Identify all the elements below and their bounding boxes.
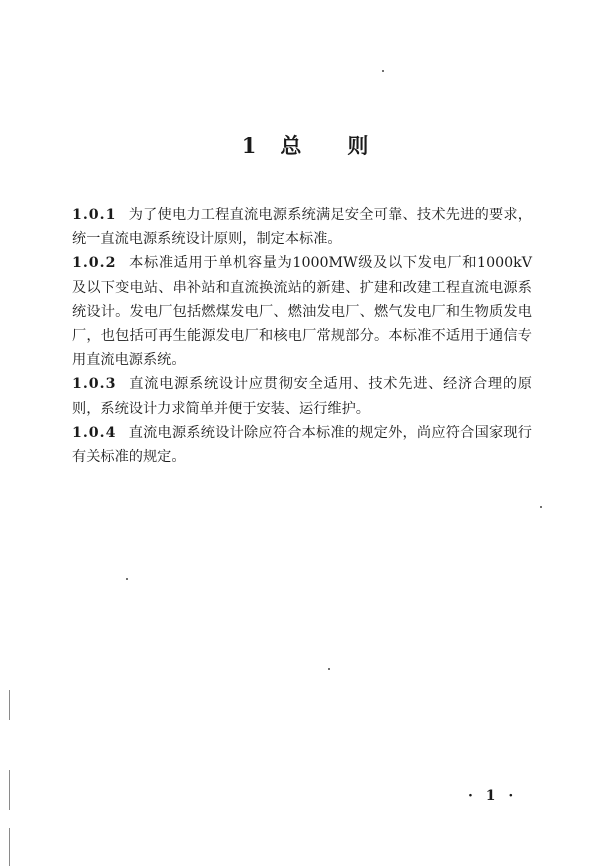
scan-edge-mark — [9, 690, 10, 720]
chapter-title-char-1: 总 — [280, 133, 304, 158]
scan-speck — [382, 70, 384, 72]
scan-speck — [126, 578, 128, 580]
clause-text: 直流电源系统设计除应符合本标准的规定外，尚应符合国家现行有关标准的规定。 — [72, 424, 532, 466]
chapter-number: 1 — [241, 133, 259, 158]
clause-text: 本标准适用于单机容量为1000MW级及以下发电厂和1000kV及以下变电站、串补站和直流换流站的新建、扩建和改建工程直流电源系统设计。发电厂包括燃煤发电厂、燃油发电厂、燃气发电厂和生物质发电厂，也包括可再生能源发电厂和核电厂常规部分。本标准不适用于通信专用直流电源系统。 — [72, 255, 532, 369]
clause-text: 为了使电力工程直流电源系统满足安全可靠、技术先进的要求，统一直流电源系统设计原则，制定本标准。 — [72, 207, 532, 248]
clause-number: 1.0.1 — [72, 207, 117, 223]
clause-number: 1.0.4 — [72, 424, 117, 441]
chapter-title-char-2: 则 — [347, 133, 371, 158]
clause — [72, 421, 532, 469]
clause — [72, 372, 532, 420]
clause — [72, 203, 532, 251]
scan-speck — [540, 506, 542, 508]
clause — [72, 251, 532, 372]
chapter-title — [0, 130, 612, 160]
clause-number: 1.0.3 — [72, 376, 117, 393]
clause-number: 1.0.2 — [72, 255, 117, 272]
page-number: · 1 · — [468, 788, 518, 804]
scan-edge-mark — [9, 770, 10, 810]
scan-edge-mark — [9, 828, 10, 866]
scan-speck — [328, 668, 330, 670]
clauses-body — [72, 203, 532, 469]
clause-text: 直流电源系统设计应贯彻安全适用、技术先进、经济合理的原则，系统设计力求简单并便于安装、运行维护。 — [72, 376, 532, 417]
